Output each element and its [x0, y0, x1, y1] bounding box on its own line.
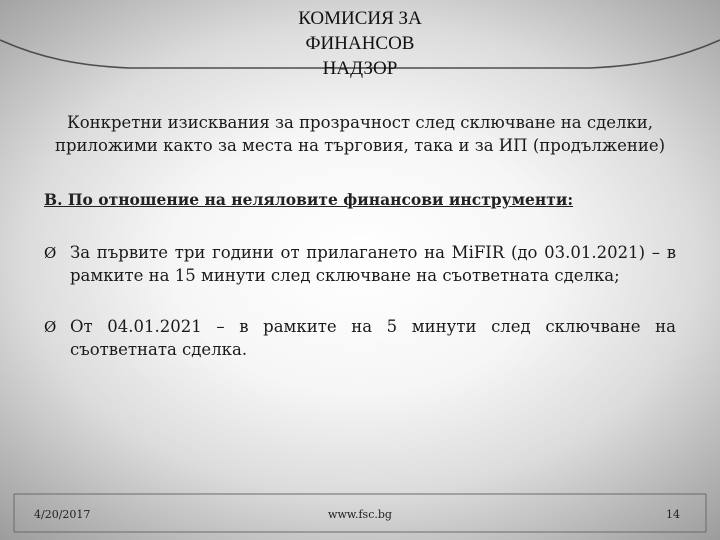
title-line: КОМИСИЯ ЗА	[298, 8, 422, 29]
bullet-list	[44, 241, 676, 389]
title-line: НАДЗОР	[322, 58, 398, 79]
bullet-item	[44, 315, 676, 361]
page-title	[250, 6, 470, 81]
bullet-text: За първите три години от прилагането на MiFIR (до 03.01.2021) – в рамките на 15 минути след сключване на съответната сделка;	[70, 243, 676, 285]
arrow-bullet-icon: Ø	[44, 244, 57, 262]
subtitle-line: приложими както за места на търговия, така и за ИП (продължение)	[54, 136, 666, 155]
bullet-text: От 04.01.2021 – в рамките на 5 минути след сключване на съответната сделка.	[70, 317, 676, 359]
footer-date: 4/20/2017	[34, 508, 91, 521]
title-line: ФИНАНСОВ	[305, 33, 415, 54]
footer-url[interactable]: www.fsc.bg	[328, 508, 392, 521]
bullet-item	[44, 241, 676, 287]
subtitle-line: Конкретни изисквания за прозрачност след сключване на сделки,	[66, 113, 654, 132]
slide-subtitle	[30, 111, 690, 157]
section-heading: В. По отношение на неляловите финансови инструменти:	[44, 190, 574, 209]
page-number: 14	[666, 508, 680, 521]
arrow-bullet-icon: Ø	[44, 318, 57, 336]
